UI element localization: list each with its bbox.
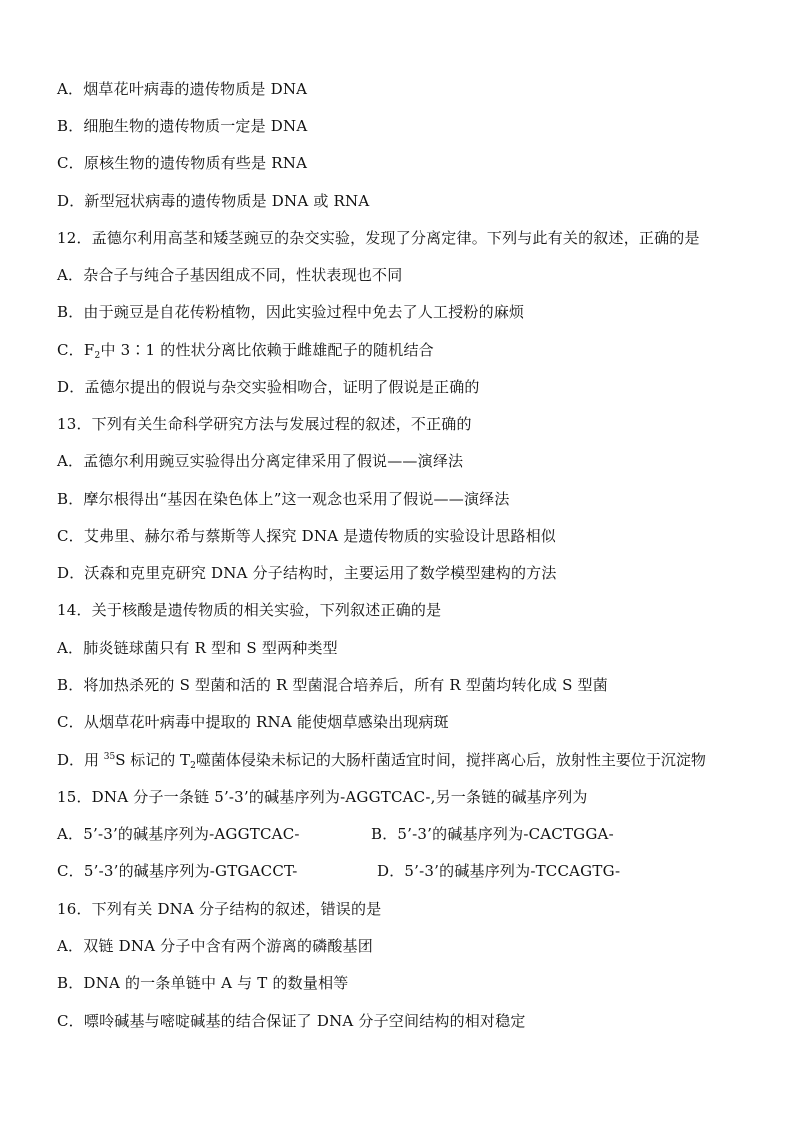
q11-option-d: D．新型冠状病毒的遗传物质是 DNA 或 RNA [57, 192, 370, 210]
q12-option-b: B．由于豌豆是自花传粉植物，因此实验过程中免去了人工授粉的麻烦 [57, 303, 525, 321]
q13-stem: 13．下列有关生命科学研究方法与发展过程的叙述，不正确的 [57, 415, 472, 433]
q14-stem: 14．关于核酸是遗传物质的相关实验，下列叙述正确的是 [57, 601, 442, 619]
q15-option-b: B．5’-3’的碱基序列为-CACTGGA- [371, 825, 614, 843]
q12-option-c-rest: 中 3∶1 的性状分离比依赖于雌雄配子的随机结合 [100, 341, 434, 359]
q12-stem: 12．孟德尔利用高茎和矮茎豌豆的杂交实验，发现了分离定律。下列与此有关的叙述，正确的是 [57, 229, 700, 247]
q14-option-b: B．将加热杀死的 S 型菌和活的 R 型菌混合培养后，所有 R 型菌均转化成 S 型菌 [57, 676, 608, 694]
q15-options-row-1 [57, 824, 614, 844]
q15-options-row-2 [57, 861, 621, 881]
q12-option-c-sub: 2 [94, 351, 101, 361]
q15-option-c: C．5’-3’的碱基序列为-GTGACCT- [57, 862, 298, 880]
q15-option-d: D．5’-3’的碱基序列为-TCCAGTG- [377, 862, 621, 880]
q12-option-c-prefix: C．F [57, 341, 95, 359]
q16-option-a: A．双链 DNA 分子中含有两个游离的磷酸基团 [57, 937, 373, 955]
q16-stem: 16．下列有关 DNA 分子结构的叙述，错误的是 [57, 900, 382, 918]
q15-option-a: A．5’-3’的碱基序列为-AGGTCAC- [57, 825, 300, 843]
q11-option-b: B．细胞生物的遗传物质一定是 DNA [57, 117, 308, 135]
q16-option-c: C．嘌呤碱基与嘧啶碱基的结合保证了 DNA 分子空间结构的相对稳定 [57, 1012, 526, 1030]
q14-option-d-p3: 噬菌体侵染未标记的大肠杆菌适宜时间，搅拌离心后，放射性主要位于沉淀物 [195, 751, 706, 769]
q14-option-d-sup: 35 [103, 752, 116, 762]
q14-option-d-sub: 2 [190, 761, 196, 771]
q16-option-b: B．DNA 的一条单链中 A 与 T 的数量相等 [57, 974, 349, 992]
q14-option-c: C．从烟草花叶病毒中提取的 RNA 能使烟草感染出现病斑 [57, 713, 449, 731]
q12-option-d: D．孟德尔提出的假说与杂交实验相吻合，证明了假说是正确的 [57, 378, 480, 396]
q14-option-a: A．肺炎链球菌只有 R 型和 S 型两种类型 [57, 639, 338, 657]
q11-option-a: A．烟草花叶病毒的遗传物质是 DNA [57, 80, 308, 98]
q11-option-c: C．原核生物的遗传物质有些是 RNA [57, 154, 308, 172]
q14-option-d-p2: S 标记的 T [115, 751, 191, 769]
q13-option-b: B．摩尔根得出“基因在染色体上”这一观念也采用了假说——演绎法 [57, 490, 510, 508]
q14-option-d-p1: D．用 [57, 751, 104, 769]
q12-option-c [57, 340, 434, 360]
q13-option-c: C．艾弗里、赫尔希与蔡斯等人探究 DNA 是遗传物质的实验设计思路相似 [57, 527, 557, 545]
q14-option-d [57, 750, 706, 770]
q15-stem: 15．DNA 分子一条链 5’-3’的碱基序列为-AGGTCAC-,另一条链的碱基序列为 [57, 788, 588, 806]
q13-option-d: D．沃森和克里克研究 DNA 分子结构时，主要运用了数学模型建构的方法 [57, 564, 557, 582]
q12-option-a: A．杂合子与纯合子基因组成不同，性状表现也不同 [57, 266, 403, 284]
q13-option-a: A．孟德尔利用豌豆实验得出分离定律采用了假说——演绎法 [57, 452, 464, 470]
